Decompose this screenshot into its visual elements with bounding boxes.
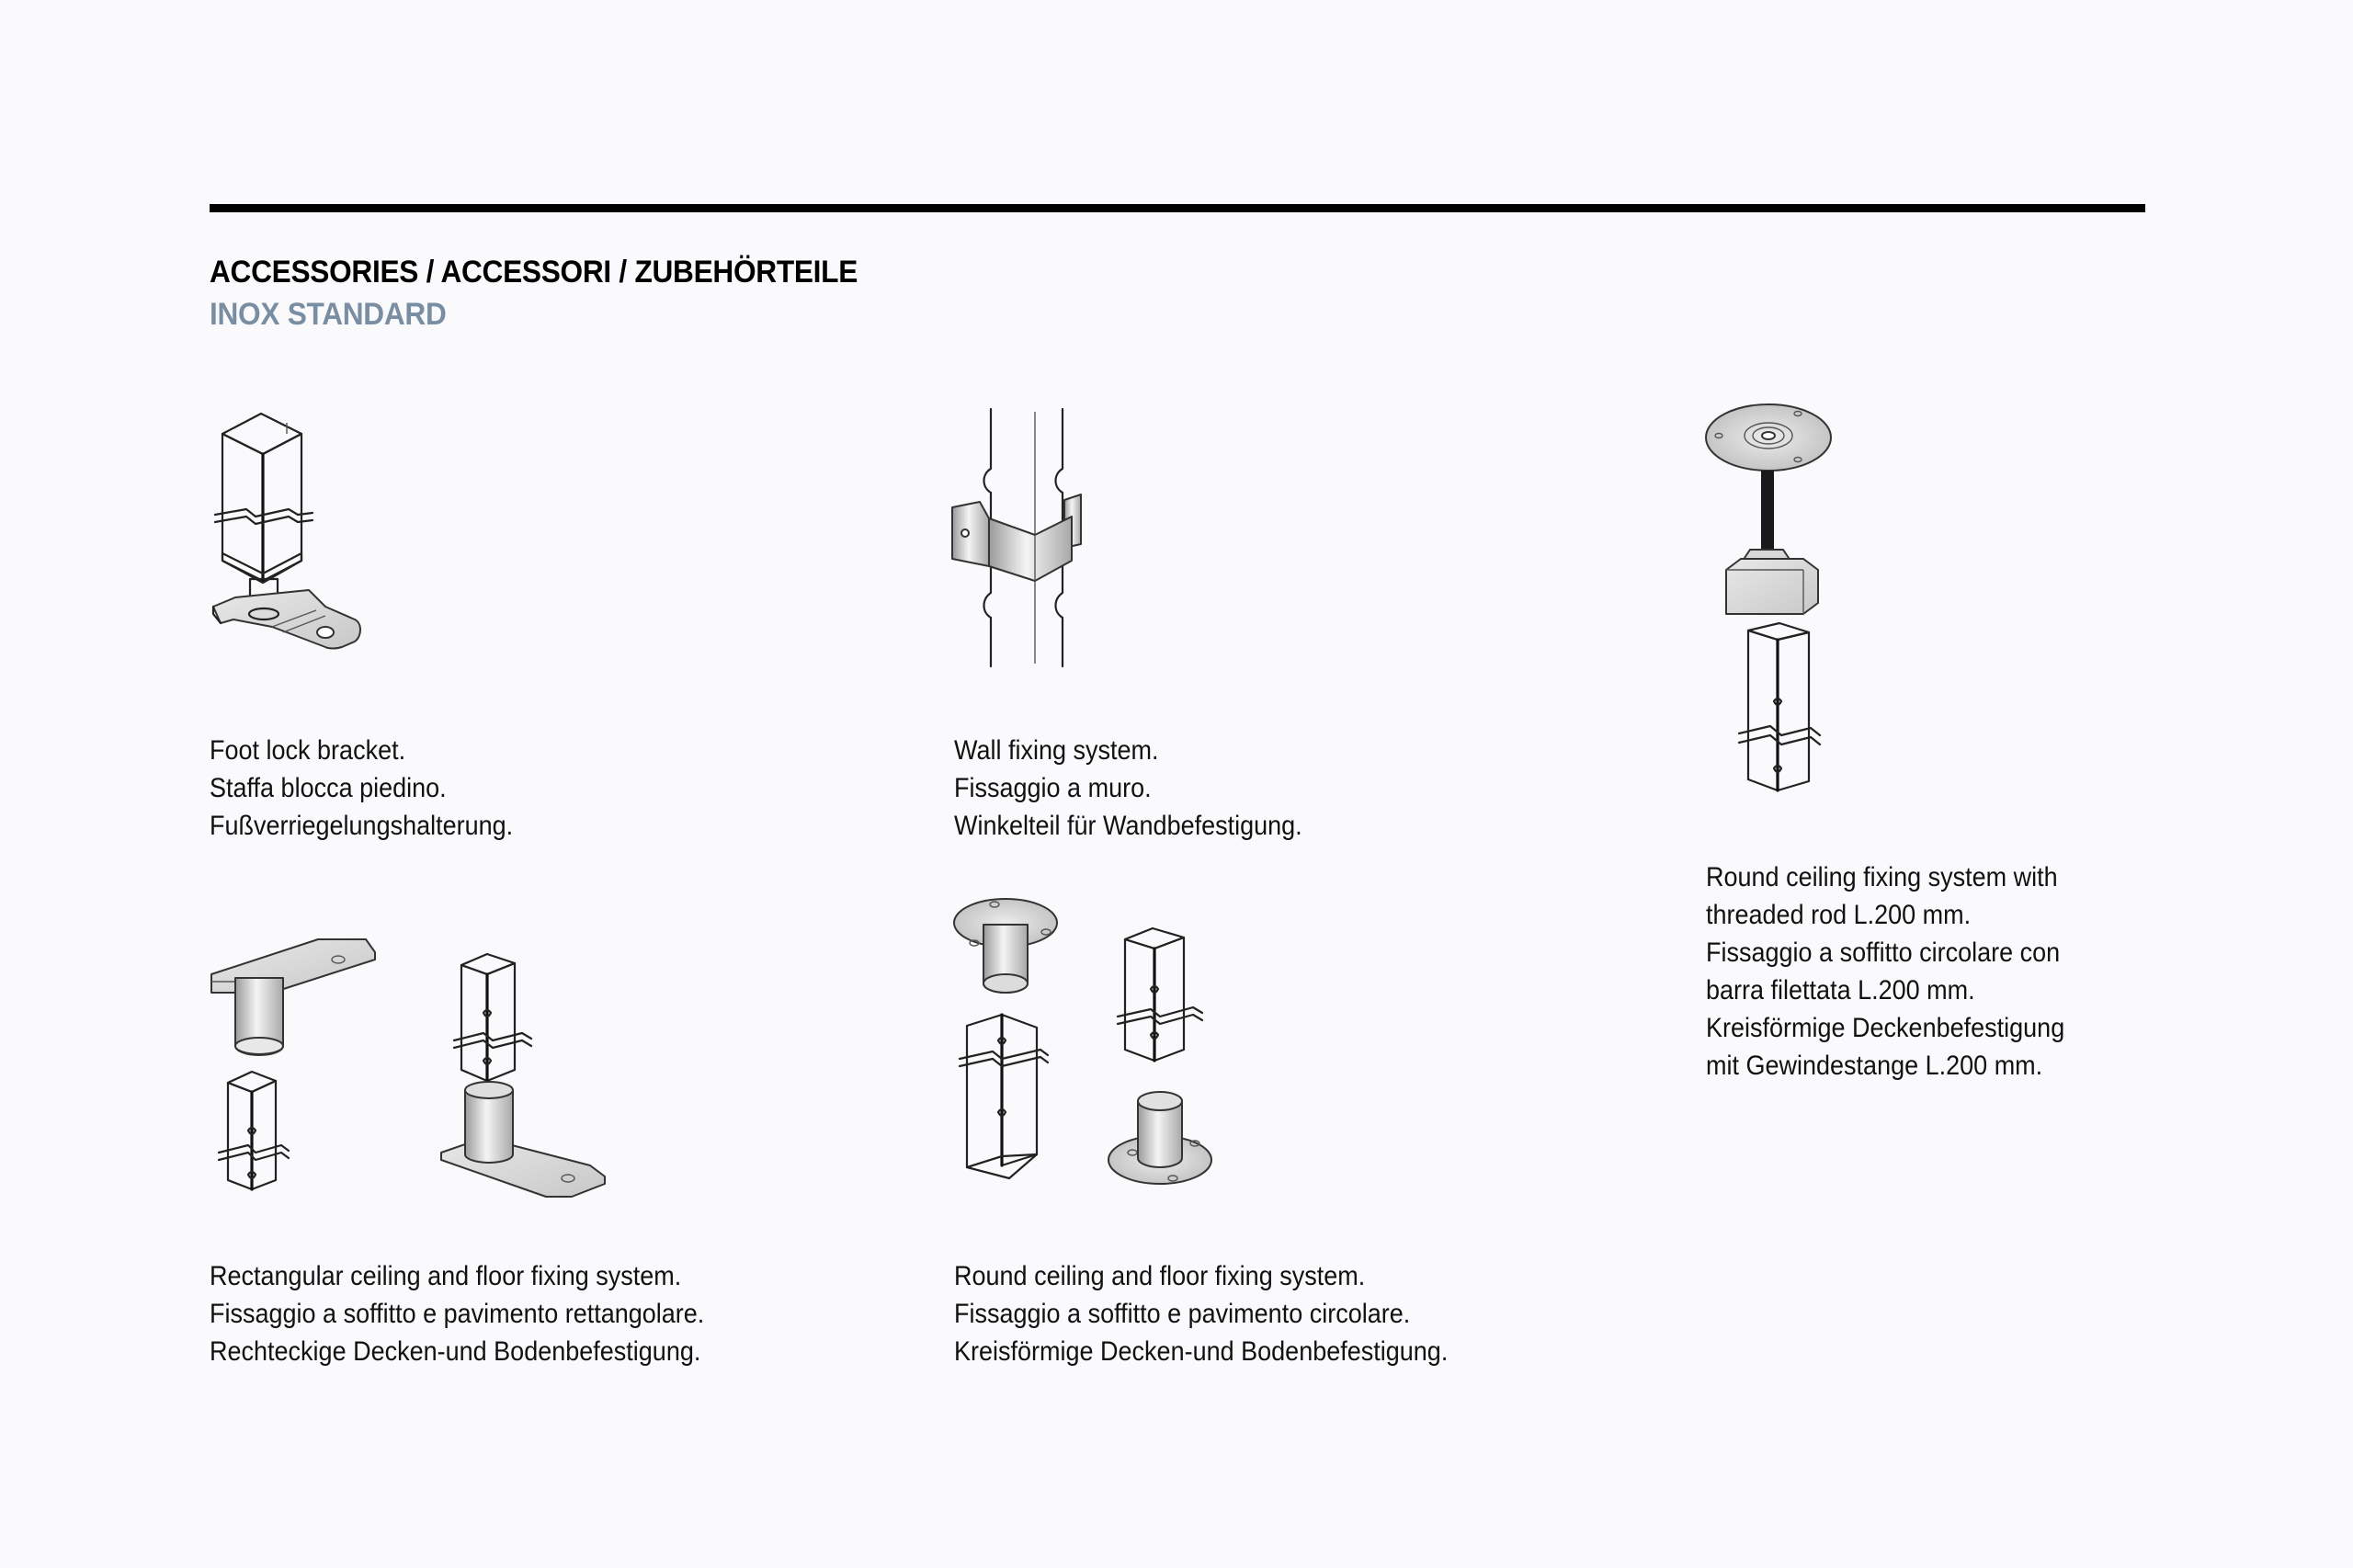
caption-line-it-2: barra filettata L.200 mm.: [1706, 975, 1975, 1006]
caption-line-it: Fissaggio a soffitto e pavimento rettangolare.: [210, 1299, 705, 1329]
page-title: ACCESSORIES / ACCESSORI / ZUBEHÖRTEILE: [210, 255, 858, 290]
caption-line-it-1: Fissaggio a soffitto circolare con: [1706, 937, 2061, 968]
caption-line-en: Round ceiling and floor fixing system.: [954, 1261, 1366, 1291]
caption-line-en: Wall fixing system.: [954, 735, 1159, 766]
caption-line-en-1: Round ceiling fixing system with: [1706, 862, 2058, 892]
caption-line-de: Kreisförmige Decken-und Bodenbefestigung.: [954, 1336, 1449, 1367]
header-rule: [210, 204, 2145, 212]
round-ceiling-floor-fixing-icon: [952, 897, 1219, 1191]
rectangular-ceiling-floor-fixing-icon: [208, 934, 612, 1200]
caption-foot-lock-bracket: [210, 732, 513, 845]
page-subtitle: INOX STANDARD: [210, 297, 447, 332]
caption-line-it: Staffa blocca piedino.: [210, 773, 447, 803]
round-ceiling-threaded-rod-icon: [1702, 403, 1840, 800]
caption-line-en-2: threaded rod L.200 mm.: [1706, 900, 1972, 930]
caption-line-de-1: Kreisförmige Deckenbefestigung: [1706, 1013, 2065, 1043]
caption-line-en: Foot lock bracket.: [210, 735, 406, 766]
caption-line-en: Rectangular ceiling and floor fixing system.: [210, 1261, 682, 1291]
caption-line-de: Winkelteil für Wandbefestigung.: [954, 811, 1302, 841]
caption-round-ceiling-floor-fixing: [954, 1257, 1448, 1370]
caption-line-de: Fußverriegelungshalterung.: [210, 811, 514, 841]
foot-lock-bracket-icon: [208, 406, 364, 673]
caption-round-ceiling-threaded-rod: [1706, 858, 2064, 1085]
caption-line-de: Rechteckige Decken-und Bodenbefestigung.: [210, 1336, 701, 1367]
caption-line-it: Fissaggio a soffitto e pavimento circolare.: [954, 1299, 1411, 1329]
wall-fixing-bracket-icon: [952, 404, 1090, 671]
caption-rectangular-ceiling-floor-fixing: [210, 1257, 704, 1370]
caption-line-de-2: mit Gewindestange L.200 mm.: [1706, 1051, 2043, 1081]
caption-wall-fixing-system: [954, 732, 1302, 845]
caption-line-it: Fissaggio a muro.: [954, 773, 1152, 803]
